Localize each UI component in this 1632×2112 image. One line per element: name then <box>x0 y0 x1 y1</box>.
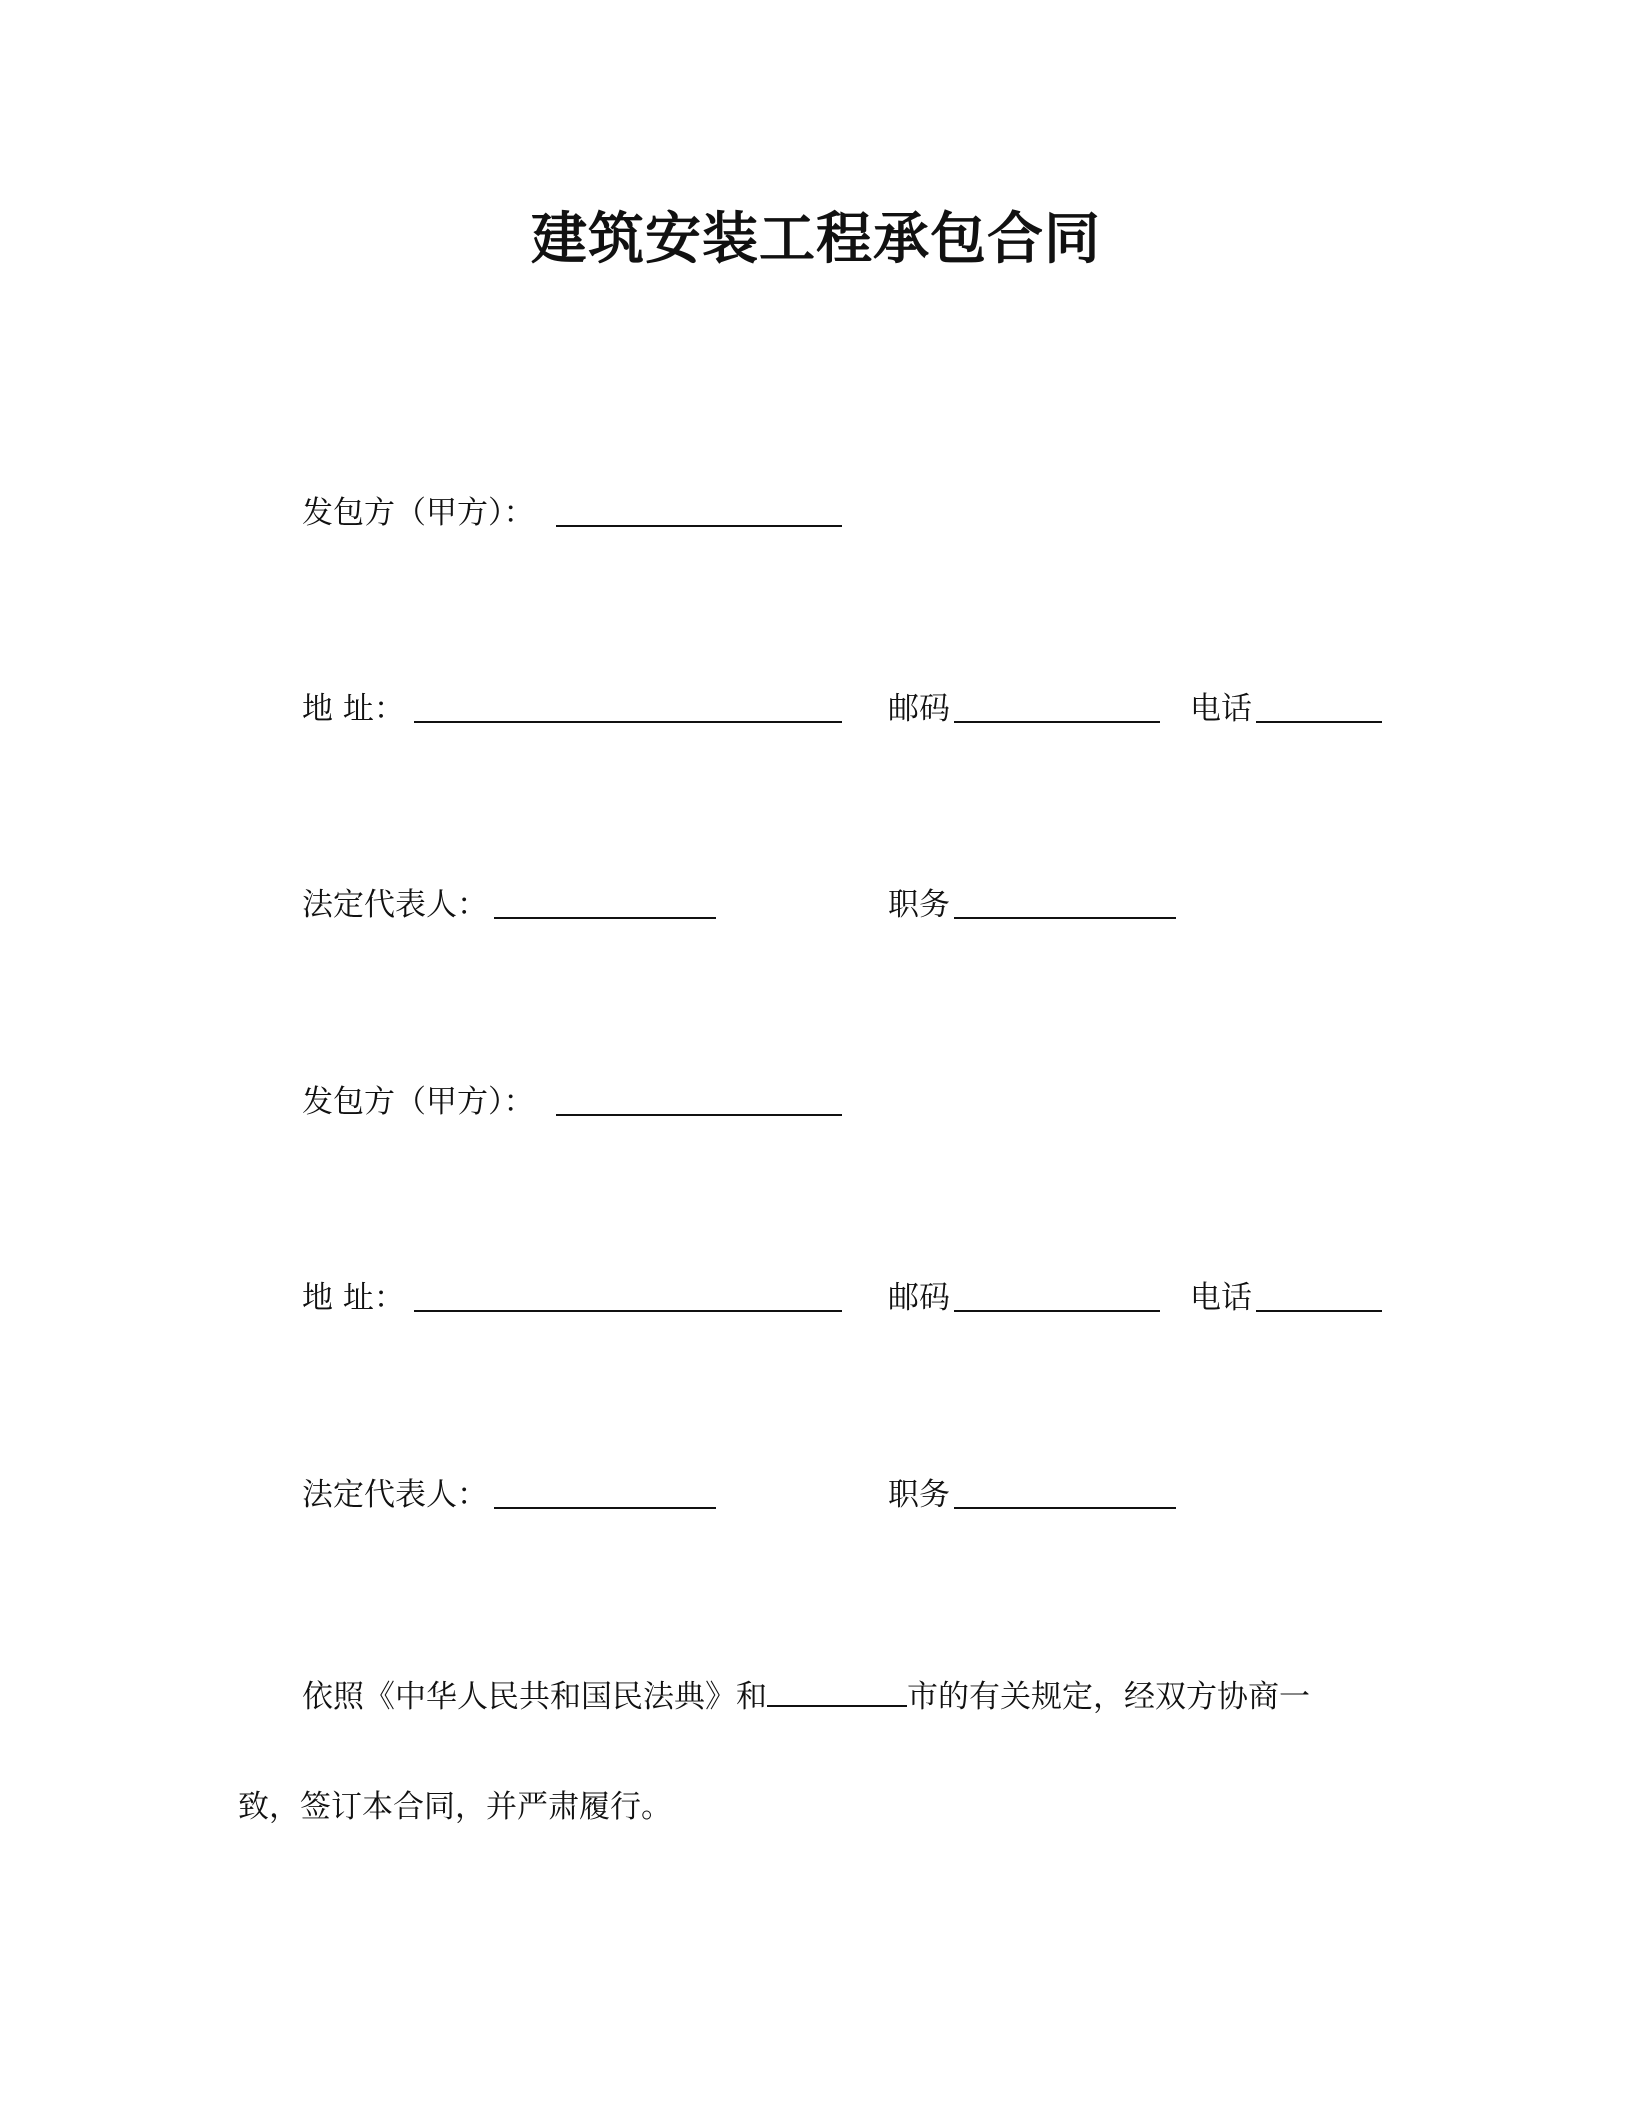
address-blank[interactable] <box>414 721 842 723</box>
legal-rep-blank[interactable] <box>494 1507 716 1509</box>
postcode-blank[interactable] <box>954 1310 1160 1312</box>
intro-paragraph-line1 <box>302 1671 1310 1716</box>
position-blank[interactable] <box>954 1507 1176 1509</box>
position-label: 职务 <box>888 1477 950 1513</box>
party-a-label: 发包方（甲方）： <box>302 495 535 531</box>
phone-label: 电话 <box>1190 691 1252 727</box>
legal-rep-blank[interactable] <box>494 917 716 919</box>
phone-label: 电话 <box>1190 1280 1252 1316</box>
document-title: 建筑安装工程承包合同 <box>531 207 1101 272</box>
postcode-blank[interactable] <box>954 721 1160 723</box>
legal-rep-label: 法定代表人： <box>302 887 488 923</box>
phone-blank[interactable] <box>1256 721 1382 723</box>
party-a-label: 发包方（甲方）： <box>302 1084 535 1120</box>
address-label: 地 址： <box>302 691 405 727</box>
city-blank[interactable] <box>767 1679 907 1707</box>
position-blank[interactable] <box>954 917 1176 919</box>
party-a-blank[interactable] <box>556 525 842 527</box>
postcode-label: 邮码 <box>888 691 950 727</box>
party-a-blank[interactable] <box>556 1114 842 1116</box>
postcode-label: 邮码 <box>888 1280 950 1316</box>
intro-text-part1: 依照《中华人民共和国民法典》和 <box>302 1679 767 1715</box>
intro-paragraph-line2: 致，签订本合同，并严肃履行。 <box>238 1789 672 1825</box>
position-label: 职务 <box>888 887 950 923</box>
intro-text-part2: 市的有关规定，经双方协商一 <box>907 1679 1310 1715</box>
address-blank[interactable] <box>414 1310 842 1312</box>
address-label: 地 址： <box>302 1280 405 1316</box>
legal-rep-label: 法定代表人： <box>302 1477 488 1513</box>
phone-blank[interactable] <box>1256 1310 1382 1312</box>
